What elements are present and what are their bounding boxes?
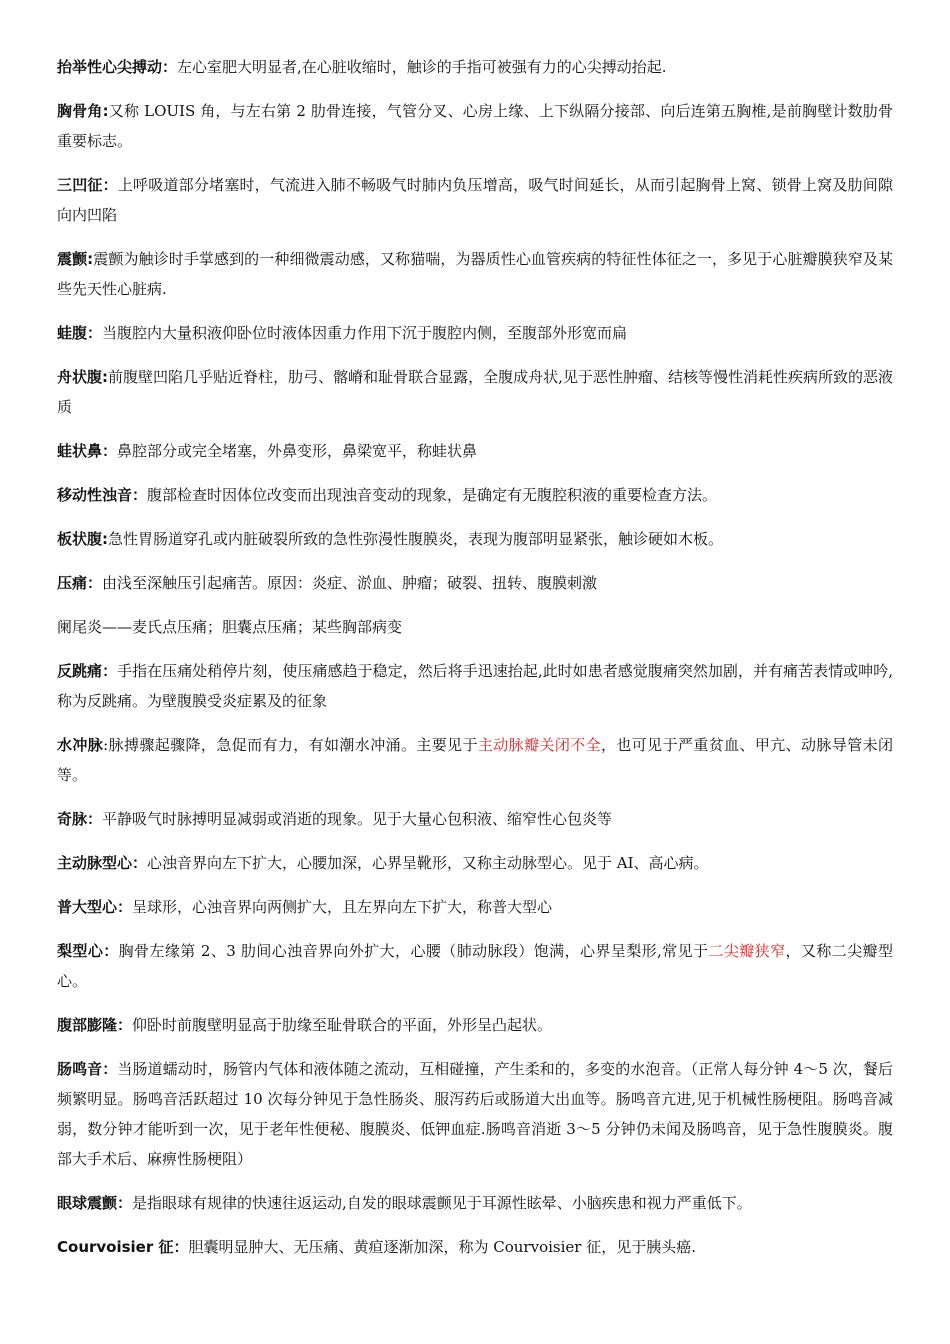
entry-text: 鼻腔部分或完全堵塞，外鼻变形，鼻梁宽平，称蛙状鼻	[117, 442, 478, 460]
entry-bowel-sounds	[57, 1054, 893, 1174]
entry-text: 胆囊明显肿大、无压痛、黄疸逐渐加深，称为 Courvoisier 征，见于胰头癌.	[188, 1238, 696, 1256]
entry-text: 当腹腔内大量积液仰卧位时液体因重力作用下沉于腹腔内侧，至腹部外形宽而扁	[102, 324, 628, 342]
entry-text: 急性胃肠道穿孔或内脏破裂所致的急性弥漫性腹膜炎，表现为腹部明显紧张，触诊硬如木板。	[108, 530, 724, 548]
entry-frog-nose	[57, 436, 893, 466]
entry-text: 呈球形，心浊音界向两侧扩大，且左界向左下扩大，称普大型心	[132, 898, 553, 916]
entry-scaphoid-abdomen	[57, 362, 893, 422]
entry-water-hammer-pulse	[57, 730, 893, 790]
entry-text: 又称 LOUIS 角，与左右第 2 肋骨连接，气管分叉、心房上缘、上下纵隔分接部、向后连第五胸椎,是前胸壁计数肋骨重要标志。	[57, 102, 894, 150]
entry-tenderness	[57, 568, 893, 598]
entry-term: 肠鸣音：	[57, 1060, 118, 1078]
entry-thrill	[57, 244, 893, 304]
entry-term: 板状腹:	[57, 530, 108, 548]
entry-text: 是指眼球有规律的快速往返运动,自发的眼球震颤见于耳源性眩晕、小脑疾患和视力严重低下。	[132, 1194, 752, 1212]
entry-text: 当肠道蠕动时，肠管内气体和液体随之流动，互相碰撞，产生柔和的，多变的水泡音。（正常人每分钟 4～5 次，餐后频繁明显。肠鸣音活跃超过 10 次每分钟见于急性肠炎、服泻药后或肠道大出血等。肠鸣音亢进,见于机械性肠梗阻。肠鸣音减弱，数分钟才能听到一次，见于老年性便秘、腹膜炎、低钾血症.肠鸣音消逝 3～5 分钟仍未闻及肠鸣音，见于急性腹膜炎。腹部大手术后、麻痹性肠梗阻）	[57, 1060, 893, 1168]
entry-term: 胸骨角:	[57, 102, 109, 120]
entry-term: 抬举性心尖搏动：	[57, 58, 178, 76]
entry-text: 上呼吸道部分堵塞时，气流进入肺不畅吸气时肺内负压增高，吸气时间延长，从而引起胸骨上窝、锁骨上窝及肋间隙向内凹陷	[57, 176, 893, 224]
entry-term: 蛙状鼻：	[57, 442, 118, 460]
entry-text: 震颤为触诊时手掌感到的一种细微震动感，又称猫喘，为器质性心血管疾病的特征性体征之一，多见于心脏瓣膜狭窄及某些先天性心脏病.	[57, 250, 893, 298]
entry-text: 胸骨左缘第 2、3 肋间心浊音界向外扩大，心腰（肺动脉段）饱满，心界呈梨形,常见于	[118, 942, 709, 960]
entry-highlight: 主动脉瓣关闭不全	[477, 736, 602, 754]
entry-courvoisier-sign	[57, 1232, 893, 1262]
entry-term: 奇脉：	[57, 810, 103, 828]
entry-term: 腹部膨隆：	[57, 1016, 133, 1034]
entry-three-depressions-sign	[57, 170, 893, 230]
entry-appendicitis-note	[57, 612, 893, 642]
entry-term: 水冲脉	[57, 736, 104, 754]
entry-term: 主动脉型心：	[57, 854, 148, 872]
entry-term: 三凹征：	[57, 176, 118, 194]
entry-nystagmus	[57, 1188, 893, 1218]
entry-term: 蛙腹：	[57, 324, 103, 342]
entry-text-after: ，也可见于严重贫血、甲亢、动脉导管未闭等。	[57, 736, 893, 784]
entry-text-after: ，又称二尖瓣型心。	[57, 942, 893, 990]
entry-shifting-dullness	[57, 480, 893, 510]
entry-text: 左心室肥大明显者,在心脏收缩时，触诊的手指可被强有力的心尖搏动抬起.	[177, 58, 667, 76]
entry-text: 前腹壁凹陷几乎贴近脊柱，肋弓、髂嵴和耻骨联合显露，全腹成舟状,见于恶性肿瘤、结核等慢性消耗性疾病所致的恶液质	[57, 368, 893, 416]
entry-aortic-heart	[57, 848, 893, 878]
entry-term: 压痛：	[57, 574, 103, 592]
entry-text: 仰卧时前腹壁明显高于肋缘至耻骨联合的平面，外形呈凸起状。	[132, 1016, 553, 1034]
entry-term: 震颤:	[57, 250, 94, 268]
entry-text: 心浊音界向左下扩大，心腰加深，心界呈靴形，又称主动脉型心。见于 AI、高心病。	[147, 854, 709, 872]
entry-pear-shaped-heart	[57, 936, 893, 996]
entry-term: 舟状腹:	[57, 368, 109, 386]
entry-globular-heart	[57, 892, 893, 922]
entry-rebound-tenderness	[57, 656, 893, 716]
entry-term: 眼球震颤：	[57, 1194, 133, 1212]
entry-sternal-angle	[57, 96, 893, 156]
entry-text: 平静吸气时脉搏明显减弱或消逝的现象。见于大量心包积液、缩窄性心包炎等	[102, 810, 613, 828]
entry-term: 反跳痛：	[57, 662, 118, 680]
entry-paradoxical-pulse	[57, 804, 893, 834]
entry-term: 移动性浊音：	[57, 486, 148, 504]
entry-term: 梨型心：	[57, 942, 119, 960]
entry-abdominal-distension	[57, 1010, 893, 1040]
entry-term: 普大型心：	[57, 898, 133, 916]
entry-highlight: 二尖瓣狭窄	[708, 942, 786, 960]
document-page	[57, 52, 893, 1276]
entry-text: 由浅至深触压引起痛苦。原因：炎症、淤血、肿瘤；破裂、扭转、腹膜刺激	[102, 574, 598, 592]
entry-text: 腹部检查时因体位改变而出现浊音变动的现象，是确定有无腹腔积液的重要检查方法。	[147, 486, 718, 504]
entry-frog-belly	[57, 318, 893, 348]
entry-lifting-apex-beat	[57, 52, 893, 82]
entry-text: 手指在压痛处稍停片刻，使压痛感趋于稳定，然后将手迅速抬起,此时如患者感觉腹痛突然加剧，并有痛苦表情或呻吟,称为反跳痛。为壁腹膜受炎症累及的征象	[57, 662, 893, 710]
entry-text: 阑尾炎——麦氏点压痛；胆囊点压痛；某些胸部病变	[57, 618, 403, 636]
entry-term: Courvoisier 征：	[57, 1238, 189, 1256]
entry-text: :脉搏骤起骤降，急促而有力，有如潮水冲涌。主要见于	[103, 736, 478, 754]
entry-board-like-abdomen	[57, 524, 893, 554]
